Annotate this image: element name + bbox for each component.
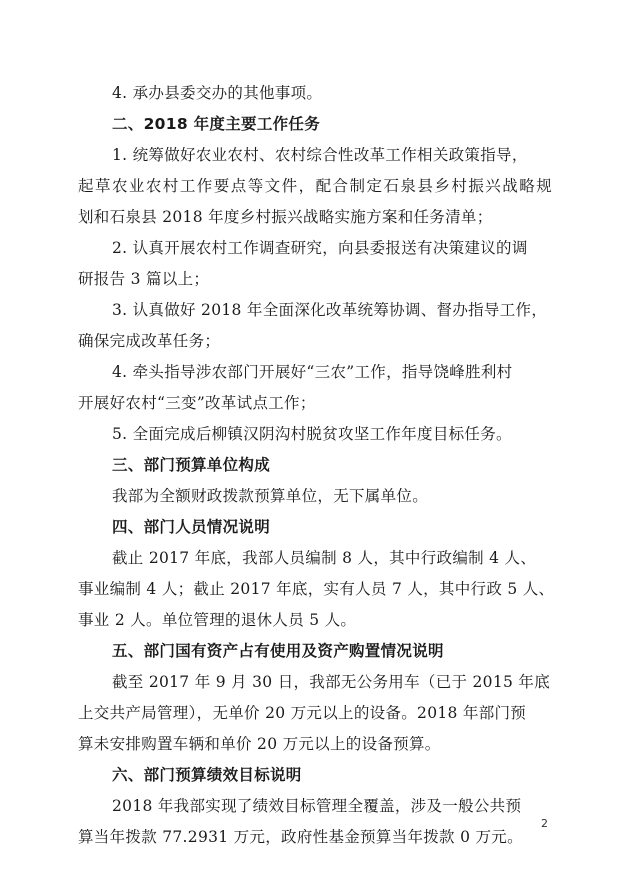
paragraph-line: 确保完成改革任务； bbox=[78, 332, 221, 350]
paragraph-line: 事业 2 人。单位管理的退休人员 5 人。 bbox=[78, 611, 357, 629]
page-number: 2 bbox=[541, 817, 548, 830]
paragraph-line: 截止 2017 年底，我部人员编制 8 人，其中行政编制 4 人、 bbox=[112, 549, 537, 567]
paragraph-line: 事业编制 4 人；截止 2017 年底，实有人员 7 人，其中行政 5 人、 bbox=[78, 580, 555, 598]
paragraph-line: 算当年拨款 77.2931 万元，政府性基金预算当年拨款 0 万元。 bbox=[78, 828, 523, 846]
paragraph-line: 1. 统筹做好农业农村、农村综合性改革工作相关政策指导， bbox=[112, 146, 528, 164]
paragraph-line: 4. 牵头指导涉农部门开展好“三农”工作，指导饶峰胜利村 bbox=[112, 363, 513, 381]
section-heading: 二、2018 年度主要工作任务 bbox=[112, 115, 321, 133]
paragraph-line: 划和石泉县 2018 年度乡村振兴战略实施方案和任务清单； bbox=[78, 208, 493, 226]
section-heading: 五、部门国有资产占有使用及资产购置情况说明 bbox=[112, 642, 444, 660]
paragraph-line: 起草农业农村工作要点等文件，配合制定石泉县乡村振兴战略规 bbox=[78, 177, 552, 195]
paragraph-line: 5. 全面完成后柳镇汉阴沟村脱贫攻坚工作年度目标任务。 bbox=[112, 425, 512, 443]
paragraph-line: 上交共产局管理），无单价 20 万元以上的设备。2018 年部门预 bbox=[78, 704, 527, 722]
section-heading: 六、部门预算绩效目标说明 bbox=[112, 766, 302, 784]
paragraph-line: 2. 认真开展农村工作调查研究，向县委报送有决策建议的调 bbox=[112, 239, 528, 257]
paragraph-line: 开展好农村“三变”改革试点工作； bbox=[78, 394, 316, 412]
paragraph-line: 算未安排购置车辆和单价 20 万元以上的设备预算。 bbox=[78, 735, 441, 753]
paragraph-line: 我部为全额财政拨款预算单位，无下属单位。 bbox=[112, 487, 429, 505]
paragraph-line: 截至 2017 年 9 月 30 日，我部无公务用车（已于 2015 年底 bbox=[112, 673, 550, 691]
section-heading: 三、部门预算单位构成 bbox=[112, 456, 271, 474]
section-heading: 四、部门人员情况说明 bbox=[112, 518, 271, 536]
paragraph-line: 研报告 3 篇以上； bbox=[78, 270, 210, 288]
paragraph-line: 2018 年我部实现了绩效目标管理全覆盖，涉及一般公共预 bbox=[112, 797, 522, 815]
paragraph-line: 3. 认真做好 2018 年全面深化改革统筹协调、督办指导工作， bbox=[112, 301, 548, 319]
paragraph-line: 4. 承办县委交办的其他事项。 bbox=[112, 84, 323, 102]
